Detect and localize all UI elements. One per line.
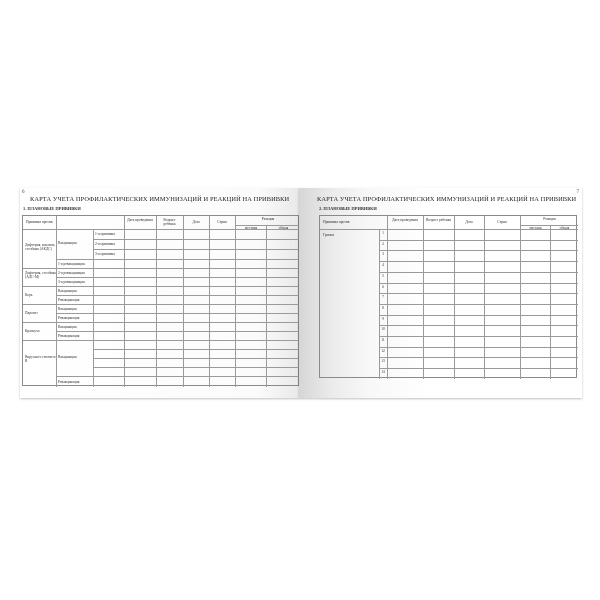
header-series: Серия — [497, 220, 507, 224]
header-vaccination-against: Прививка против — [323, 220, 350, 224]
page-title: КАРТА УЧЕТА ПРОФИЛАКТИЧЕСКИХ ИММУНИЗАЦИЙ И РЕАКЦИЙ НА ПРИВИВКИ — [317, 196, 577, 203]
row-rubella-vaccination: Вакцинация — [58, 325, 77, 329]
row-hepb-revaccination: Ревакцинация — [58, 380, 80, 384]
right-page — [299, 188, 582, 398]
row-rubella: Краснуха — [25, 329, 40, 333]
header-local: местная — [529, 225, 542, 230]
row-number: 13 — [381, 359, 385, 364]
row-number: 12 — [381, 348, 385, 353]
row-dtp: Дифтерия, коклюш, столбняк (АКДС) — [25, 243, 56, 251]
row-number: 6 — [382, 284, 384, 289]
row-number: 2 — [382, 241, 384, 246]
row-dtp-vaccination: Вакцинация — [58, 241, 77, 245]
row-number: 7 — [382, 295, 384, 300]
left-page — [20, 188, 299, 398]
header-general: общая — [559, 225, 570, 230]
header-general: общая — [278, 225, 289, 230]
header-dose: Доза — [192, 220, 200, 224]
section-heading: 1. ПЛАНОВЫЕ ПРИВИВКИ — [23, 206, 81, 211]
immunization-table — [22, 215, 299, 386]
row-adsm: Дифтерия, столбняк (АДС-М) — [25, 271, 56, 279]
header-age: Возраст ребенка — [425, 218, 452, 222]
header-vaccination-against: Прививка против — [26, 220, 53, 224]
row-third-revac: 3-я ревакцинация — [58, 280, 85, 284]
row-mumps-vaccination: Вакцинация — [58, 307, 77, 311]
row-second-revac: 2-я ревакцинация — [58, 271, 85, 275]
section-heading: 2. ПЛАНОВЫЕ ПРИВИВКИ — [319, 206, 377, 211]
row-measles-revaccination: Ревакцинация — [58, 298, 80, 302]
row-first-revac: 1-я ревакцинация — [58, 262, 85, 266]
flu-table — [319, 215, 577, 378]
header-reaction: Реакция — [261, 217, 275, 221]
page-title: КАРТА УЧЕТА ПРОФИЛАКТИЧЕСКИХ ИММУНИЗАЦИЙ И РЕАКЦИЙ НА ПРИВИВКИ — [30, 196, 290, 203]
header-date: Дата проведения — [392, 218, 418, 222]
row-rubella-revaccination: Ревакцинация — [58, 334, 80, 338]
row-mumps: Паротит — [25, 311, 38, 315]
row-number: 10 — [381, 327, 385, 332]
row-number: 14 — [381, 370, 385, 375]
row-number: 11 — [381, 338, 385, 342]
row-number: 4 — [382, 263, 384, 268]
row-number: 1 — [382, 231, 384, 235]
row-third-vac: 3-я прививка — [95, 252, 115, 256]
row-hepatitis-b: Вирусного гепатита В — [25, 355, 56, 363]
row-second-vac: 2-я прививка — [95, 242, 115, 246]
row-measles: Корь — [25, 293, 33, 297]
row-first-vac: 1-я прививка — [95, 232, 115, 236]
header-dose: Доза — [465, 220, 473, 224]
header-reaction: Реакция — [543, 217, 556, 221]
header-age: Возраст ребенка — [163, 218, 176, 226]
page-number: 7 — [576, 190, 579, 195]
row-hepb-vaccination: Вакцинация — [58, 355, 77, 359]
header-date: Дата проведения — [127, 218, 153, 222]
row-number: 3 — [382, 252, 384, 257]
row-number: 9 — [382, 316, 384, 321]
booklet-spread — [20, 188, 582, 398]
header-series: Серия — [217, 220, 227, 224]
row-measles-vaccination: Вакцинация — [58, 289, 77, 293]
row-flu: Гриппа — [323, 233, 335, 237]
row-number: 5 — [382, 273, 384, 278]
row-mumps-revaccination: Ревакцинация — [58, 316, 80, 320]
header-local: местная — [244, 225, 258, 230]
row-number: 8 — [382, 305, 384, 310]
page-number: 6 — [22, 190, 25, 195]
